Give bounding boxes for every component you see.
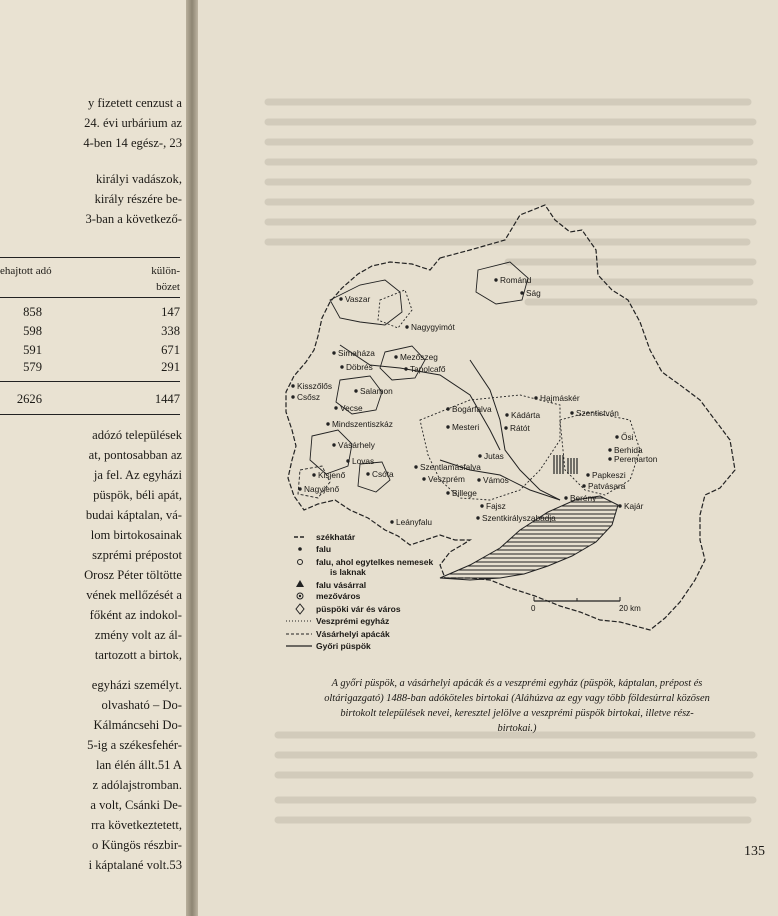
lake-balaton [440,496,618,580]
text-line: zmény volt az ál- [94,628,182,642]
place-marker [477,478,480,481]
place-marker [505,413,508,416]
text-line: 24. évi urbárium az [84,116,182,130]
place-label: Patvásara [588,481,626,491]
place-label: Berény [570,493,597,503]
place-label: Mindszentiszkáz [332,419,393,429]
text-line: lan élén állt.51 A [95,758,182,772]
table-cell: 291 [161,360,180,374]
place-marker [478,454,481,457]
place-label: Kisszőlős [297,381,333,391]
table-cell: 147 [161,305,180,319]
place-marker [586,473,589,476]
place-marker [520,291,523,294]
place-label: Románd [500,275,532,285]
place-label: Nagyjenő [304,484,340,494]
text-line: főként az indokol- [89,608,182,622]
place-marker [332,443,335,446]
place-label: Fajsz [486,501,506,511]
place-label: Simaháza [338,348,375,358]
legend-label: falu vásárral [316,580,367,590]
text-line: tartozott a birtok, [94,648,182,662]
place-label: Nagygyimót [411,322,455,332]
legend-label: is laknak [330,567,366,577]
table-cell: 858 [23,305,42,319]
place-label: Szentkirályszabadja [482,513,556,523]
place-marker [326,422,329,425]
table-total-cell: 2626 [16,392,42,406]
legend-label: székhatár [316,532,356,542]
place-marker [332,351,335,354]
text-line: szprémi prépostot [92,548,182,562]
caption-line: oltárigazgató) 1488-ban adóköteles birtokai (Aláhúzva az egy vagy több földesúrral közösen [324,693,710,704]
place-marker [494,278,497,281]
place-label: Berhida [614,445,643,455]
place-label: Vásárhely [338,440,375,450]
table-total-cell: 1447 [154,392,180,406]
place-marker [346,459,349,462]
place-label: Döbrés [346,362,373,372]
place-marker [570,411,573,414]
text-line: Kálmáncsehi Do- [93,718,182,732]
place-marker [339,297,342,300]
place-label: Csóta [372,469,394,479]
figure-caption [268,676,766,736]
place-marker [476,516,479,519]
place-marker [405,325,408,328]
place-label: Billege [452,488,477,498]
place-marker [291,384,294,387]
place-marker [564,496,567,499]
text-line: i káptalané volt.53 [88,858,182,872]
place-marker [298,487,301,490]
gyimot-outline [378,290,412,328]
place-label: Vaszar [345,294,371,304]
text-line: püspök, béli apát, [93,488,182,502]
text-line: lom birtokosainak [90,528,182,542]
text-line: o Küngös részbir- [92,838,182,852]
text-line: olvasható – Do- [101,698,182,712]
legend-label: falu, ahol egytelkes nemesek [316,557,434,567]
place-marker [480,504,483,507]
place-label: Papkeszi [592,470,626,480]
text-line: a volt, Csánki De- [90,798,182,812]
place-marker [340,365,343,368]
place-label: Szentistván [576,408,619,418]
place-label: Salamon [360,386,393,396]
text-line: rra következtetett, [91,818,182,832]
place-marker [446,491,449,494]
place-marker [422,477,425,480]
castle-symbol [296,604,304,614]
double-circle-symbol-center [299,595,301,597]
place-label: Ősi [621,432,634,442]
table-cell: 338 [161,324,180,338]
place-marker [366,472,369,475]
place-marker [414,465,417,468]
text-line: király részére be- [94,192,182,206]
text-line: 3-ban a következő- [85,212,182,226]
place-marker [615,435,618,438]
table-header-left: ehajtott adó [0,265,52,277]
text-line: y fizetett cenzust a [87,96,182,110]
place-marker [394,355,397,358]
page-number: 135 [744,844,765,859]
place-marker [312,473,315,476]
dot-symbol [298,547,302,551]
place-label: Mezőszeg [400,352,438,362]
text-line: királyi vadászok, [95,172,182,186]
place-label: Lovas [352,456,375,466]
place-marker [446,407,449,410]
place-label: Vámos [483,475,509,485]
place-marker [446,425,449,428]
place-label: Leányfalu [396,517,432,527]
triangle-symbol [296,580,304,587]
text-line: budai káptalan, vá- [85,508,182,522]
place-label: Vecse [340,403,363,413]
scale-start: 0 [531,604,536,613]
place-marker [608,457,611,460]
legend-label: mezőváros [316,591,361,601]
place-label: Veszprém [428,474,465,484]
table-cell: 598 [23,324,42,338]
text-line: at, pontosabban az [88,448,182,462]
table-cell: 591 [23,343,42,357]
map-legend [286,532,433,651]
place-label: Csősz [297,392,321,402]
place-label: Peremarton [614,454,658,464]
legend-label: Veszprémi egyház [316,616,390,626]
berhida-block [554,455,577,474]
table-header-right-1: külön- [151,265,180,277]
legend-label: püspöki vár és város [316,604,401,614]
text-line: ja fel. Az egyházi [93,468,182,482]
legend-label: Győri püspök [316,641,371,651]
place-label: Mesteri [452,422,480,432]
place-marker [608,448,611,451]
text-line: adózó települések [92,428,182,442]
place-label: Jutas [484,451,504,461]
place-label: Rátót [510,423,530,433]
text-line: Orosz Péter töltötte [84,568,182,582]
place-marker [354,389,357,392]
place-label: Kisjenő [318,470,346,480]
place-label: Tapolcafő [410,364,446,374]
place-marker [618,504,621,507]
table-cell: 579 [23,360,42,374]
legend-label: falu [316,544,332,554]
caption-line: A győri püspök, a vásárhelyi apácák és a veszprémi egyház (püspök, káptalan, prépost és [331,678,703,689]
caption-line: birtokolt települések nevei, keresztel jelölve a veszprémi püspök birtokai, illetve rész- [340,708,694,719]
legend-label: Vásárhelyi apácák [316,629,390,639]
text-line: egyházi személyt. [91,678,182,692]
place-marker [334,406,337,409]
text-line: vének mellőzését a [86,588,182,602]
place-label: Ság [526,288,541,298]
circle-symbol [298,560,303,565]
place-label: Hajmáskér [540,393,580,403]
place-label: Szentlamásfalva [420,462,481,472]
scale-end: 20 km [619,604,641,613]
caption-line: birtokai.) [497,723,537,734]
place-marker [582,484,585,487]
text-line: 4-ben 14 egész-, 23 [83,136,182,150]
table-header-right-2: bözet [156,281,180,293]
place-marker [534,396,537,399]
table-cell: 671 [161,343,180,357]
scale-bar [531,597,641,613]
place-marker [390,520,393,523]
text-line: z adólajstromban. [92,778,182,792]
place-marker [404,367,407,370]
text-line: 5-ig a székesfehér- [87,738,182,752]
place-label: Kajár [624,501,644,511]
place-marker [291,395,294,398]
place-label: Bogárfalva [452,404,492,414]
place-label: Kádárta [511,410,541,420]
place-marker [504,426,507,429]
